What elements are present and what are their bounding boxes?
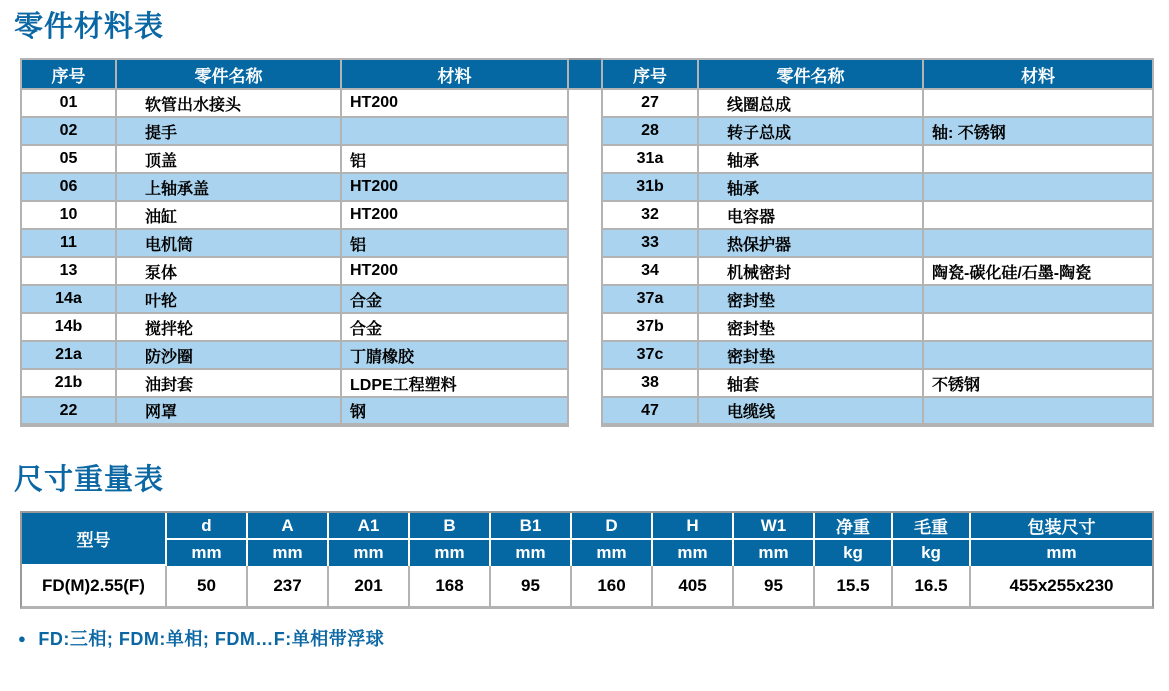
- dimension-value-cell: 455x255x230: [971, 566, 1152, 606]
- dimension-column-header: A1: [329, 513, 410, 540]
- dimension-value-cell: 168: [410, 566, 491, 606]
- table-cell: 搅拌轮: [116, 313, 341, 341]
- table-cell: 密封垫: [698, 313, 923, 341]
- table-spacer: [569, 58, 601, 90]
- table-cell: [923, 229, 1153, 257]
- dimension-value-cell: 160: [572, 566, 653, 606]
- table-cell: 油缸: [116, 201, 341, 229]
- table-cell: 网罩: [116, 397, 341, 425]
- table-cell: [923, 397, 1153, 425]
- table-cell: [923, 145, 1153, 173]
- table-cell: HT200: [341, 89, 568, 117]
- table-row: [21, 285, 568, 313]
- table-row: [21, 313, 568, 341]
- dimension-column-header: 包装尺寸: [971, 513, 1152, 540]
- size-weight-table: [20, 511, 1154, 609]
- dimension-value-cell: 237: [248, 566, 329, 606]
- table-cell: 10: [21, 201, 116, 229]
- table-cell: 叶轮: [116, 285, 341, 313]
- table-cell: 14b: [21, 313, 116, 341]
- table-cell: 轴承: [698, 145, 923, 173]
- dimension-value-cell: 50: [167, 566, 248, 606]
- table-cell: LDPE工程塑料: [341, 369, 568, 397]
- unit-header: mm: [572, 540, 653, 566]
- table-row: [21, 341, 568, 369]
- table-cell: [341, 117, 568, 145]
- table-spacer-header: [569, 58, 601, 90]
- table-cell: 线圈总成: [698, 89, 923, 117]
- table-cell: 提手: [116, 117, 341, 145]
- dimension-value-cell: 405: [653, 566, 734, 606]
- table-cell: 37b: [602, 313, 698, 341]
- table-cell: 14a: [21, 285, 116, 313]
- table-cell: 丁腈橡胶: [341, 341, 568, 369]
- dimension-column-header: W1: [734, 513, 815, 540]
- table-cell: 27: [602, 89, 698, 117]
- table-cell: 轴承: [698, 173, 923, 201]
- table-cell: [923, 313, 1153, 341]
- table-cell: 电机筒: [116, 229, 341, 257]
- table-cell: 22: [21, 397, 116, 425]
- dimension-column-header: B1: [491, 513, 572, 540]
- table-cell: 钢: [341, 397, 568, 425]
- table-row: [602, 397, 1153, 425]
- table-cell: 01: [21, 89, 116, 117]
- table-cell: HT200: [341, 257, 568, 285]
- table-row: [602, 369, 1153, 397]
- table-cell: [923, 341, 1153, 369]
- table-cell: 软管出水接头: [116, 89, 341, 117]
- unit-header: mm: [653, 540, 734, 566]
- table-row: [602, 229, 1153, 257]
- table-cell: 31a: [602, 145, 698, 173]
- column-header-material: 材料: [923, 59, 1153, 89]
- dimension-column-header: 毛重: [893, 513, 971, 540]
- table-cell: 铝: [341, 145, 568, 173]
- table-row: [21, 173, 568, 201]
- table-cell: 上轴承盖: [116, 173, 341, 201]
- parts-table-left-header: [21, 59, 568, 89]
- unit-header: mm: [491, 540, 572, 566]
- table-row: [21, 229, 568, 257]
- dimension-column-header: H: [653, 513, 734, 540]
- table-cell: 热保护器: [698, 229, 923, 257]
- unit-header: mm: [248, 540, 329, 566]
- table-cell: 转子总成: [698, 117, 923, 145]
- table-cell: 机械密封: [698, 257, 923, 285]
- table-row: [602, 201, 1153, 229]
- table-cell: 密封垫: [698, 285, 923, 313]
- column-header-part-name: 零件名称: [698, 59, 923, 89]
- table-cell: 02: [21, 117, 116, 145]
- table-cell: 电缆线: [698, 397, 923, 425]
- parts-table-right: [601, 58, 1154, 427]
- unit-header: kg: [893, 540, 971, 566]
- table-cell: 防沙圈: [116, 341, 341, 369]
- table-cell: 28: [602, 117, 698, 145]
- table-cell: 泵体: [116, 257, 341, 285]
- parts-tables-container: [20, 58, 1150, 427]
- dimension-column-header: 净重: [815, 513, 893, 540]
- table-cell: 顶盖: [116, 145, 341, 173]
- unit-header: mm: [167, 540, 248, 566]
- table-cell: 37c: [602, 341, 698, 369]
- table-cell: HT200: [341, 173, 568, 201]
- unit-header: mm: [734, 540, 815, 566]
- dimension-column-header: d: [167, 513, 248, 540]
- table-cell: 铝: [341, 229, 568, 257]
- table-cell: 轴套: [698, 369, 923, 397]
- parts-table-left: [20, 58, 569, 427]
- model-column-header: 型号: [22, 513, 167, 566]
- dimension-value-cell: 95: [491, 566, 572, 606]
- footnote-text: FD:三相; FDM:单相; FDM…F:单相带浮球: [38, 629, 385, 649]
- table-cell: 33: [602, 229, 698, 257]
- column-header-part-name: 零件名称: [116, 59, 341, 89]
- table-cell: [923, 173, 1153, 201]
- dimension-column-header: A: [248, 513, 329, 540]
- table-cell: [923, 285, 1153, 313]
- column-header-index: 序号: [21, 59, 116, 89]
- unit-header: kg: [815, 540, 893, 566]
- table-row: [602, 257, 1153, 285]
- dimension-value-cell: 15.5: [815, 566, 893, 606]
- dimension-value-cell: 16.5: [893, 566, 971, 606]
- table-cell: 13: [21, 257, 116, 285]
- table-row: [602, 341, 1153, 369]
- column-header-material: 材料: [341, 59, 568, 89]
- table-cell: 21a: [21, 341, 116, 369]
- table-cell: 06: [21, 173, 116, 201]
- table-cell: 05: [21, 145, 116, 173]
- table-row: [602, 89, 1153, 117]
- table-row: [21, 257, 568, 285]
- dimension-value-cell: 95: [734, 566, 815, 606]
- table-row: [602, 313, 1153, 341]
- parts-table-right-header: [602, 59, 1153, 89]
- table-row: [21, 397, 568, 425]
- table-cell: [923, 201, 1153, 229]
- table-cell: 陶瓷-碳化硅/石墨-陶瓷: [923, 257, 1153, 285]
- table-row: [21, 89, 568, 117]
- table-row: [602, 285, 1153, 313]
- table-cell: 38: [602, 369, 698, 397]
- table-cell: 密封垫: [698, 341, 923, 369]
- table-row: [21, 201, 568, 229]
- table-row: [21, 145, 568, 173]
- parts-table-title: 零件材料表: [14, 11, 165, 43]
- unit-header: mm: [410, 540, 491, 566]
- table-cell: [923, 89, 1153, 117]
- table-cell: 合金: [341, 313, 568, 341]
- table-cell: HT200: [341, 201, 568, 229]
- unit-header: mm: [329, 540, 410, 566]
- dimension-column-header: D: [572, 513, 653, 540]
- size-table-header: [22, 513, 1152, 566]
- table-cell: 11: [21, 229, 116, 257]
- table-cell: 不锈钢: [923, 369, 1153, 397]
- footnote: [18, 625, 1169, 651]
- table-cell: 32: [602, 201, 698, 229]
- dimension-value-cell: 201: [329, 566, 410, 606]
- column-header-index: 序号: [602, 59, 698, 89]
- table-row: [21, 369, 568, 397]
- size-table-row: [22, 566, 1152, 606]
- table-cell: 47: [602, 397, 698, 425]
- table-row: [602, 173, 1153, 201]
- table-row: [602, 117, 1153, 145]
- unit-header: mm: [971, 540, 1152, 566]
- model-cell: FD(M)2.55(F): [22, 566, 167, 606]
- table-cell: 34: [602, 257, 698, 285]
- size-table-title: 尺寸重量表: [14, 464, 165, 496]
- table-cell: 合金: [341, 285, 568, 313]
- table-cell: 21b: [21, 369, 116, 397]
- table-cell: 轴: 不锈钢: [923, 117, 1153, 145]
- table-row: [21, 117, 568, 145]
- table-cell: 电容器: [698, 201, 923, 229]
- table-cell: 油封套: [116, 369, 341, 397]
- table-row: [602, 145, 1153, 173]
- table-cell: 31b: [602, 173, 698, 201]
- dimension-column-header: B: [410, 513, 491, 540]
- bullet-icon: ●: [18, 630, 27, 646]
- table-cell: 37a: [602, 285, 698, 313]
